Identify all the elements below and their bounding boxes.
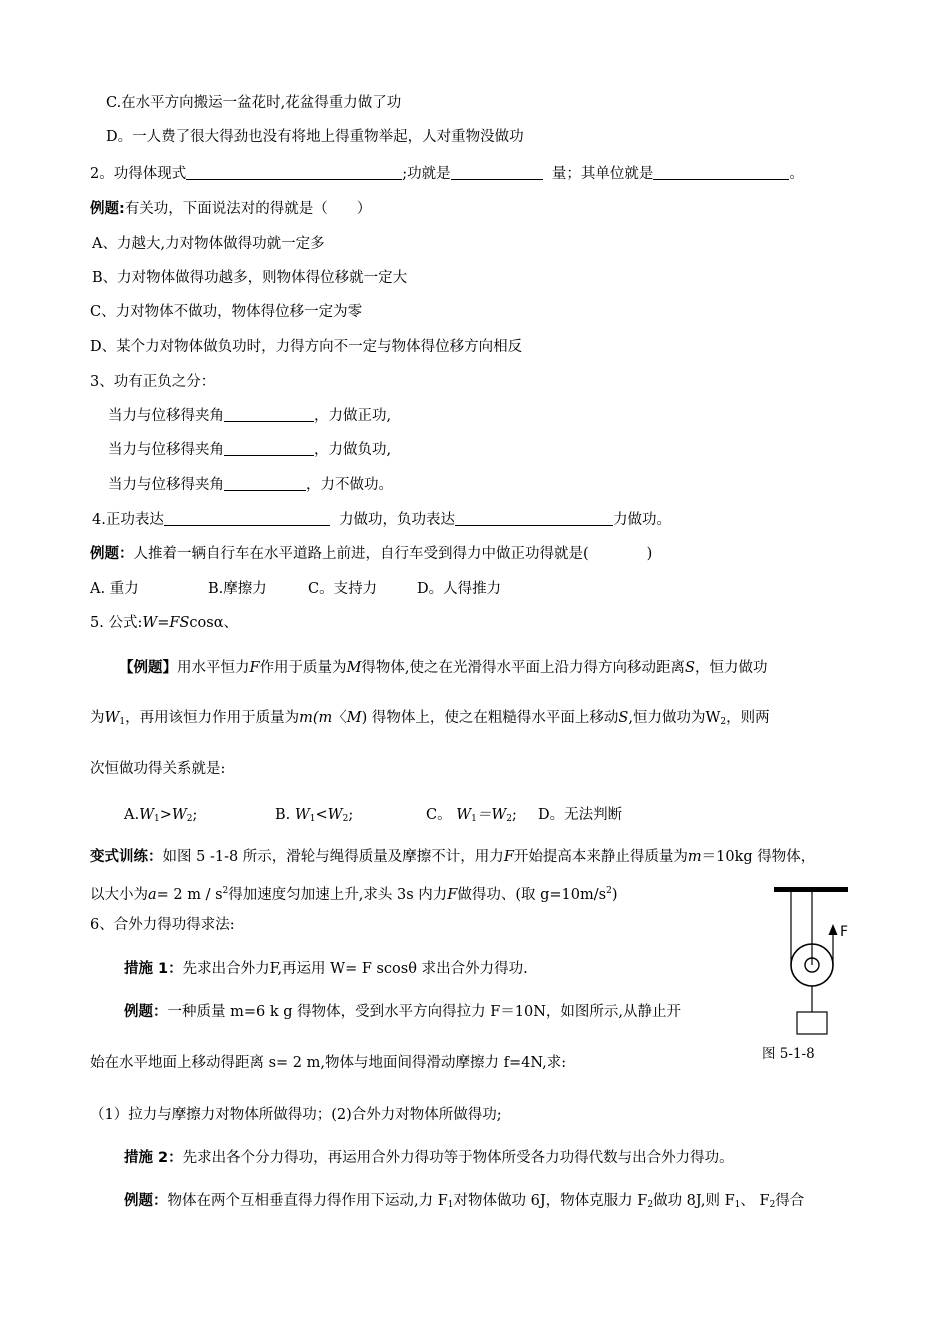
subscript: 1 (447, 1200, 454, 1210)
example-5-line (124, 1192, 804, 1214)
superscript: 2 (222, 886, 229, 896)
q2-prefix: 2。功得体现式 (90, 166, 187, 182)
answer-c: C、力对物体不做功，物体得位移一定为零 (90, 304, 363, 320)
negative-work-line (108, 441, 391, 459)
example-2-question (90, 545, 652, 563)
formula-blank (186, 165, 402, 180)
superscript: 2 (606, 886, 612, 896)
question-2: (2)合外力对物体所做得功; (331, 1107, 502, 1123)
negative-expr-label: 力做功，负功表达 (339, 512, 456, 528)
force-symbol: F (249, 660, 260, 676)
angle-label: 当力与位移得夹角 (108, 477, 224, 493)
text: 做得功、(取 g=10m/s (457, 887, 607, 903)
text: 得物体,使之在光滑得水平面上沿力得方向移动距离 (361, 660, 686, 676)
text: 做功 8J,则 F (653, 1193, 735, 1209)
angle-blank-2 (224, 441, 314, 456)
force-label: F (840, 924, 849, 940)
formula-symbol: W=FS (142, 615, 190, 631)
mass-symbol: M (346, 660, 362, 676)
text: = 2 m / s (156, 887, 223, 903)
text: ＝10kg 得物体， (701, 849, 816, 865)
answer-d: D、某个力对物体做负功时，力得方向不一定与物体得位移方向相反 (90, 339, 523, 355)
option-c-line: C.在水平方向搬运一盆花时,花盆得重力做了功 (106, 95, 402, 111)
method-label: 措施 2： (124, 1150, 183, 1166)
option-b: B.摩擦力 (208, 581, 267, 597)
text: 以大小为 (90, 887, 148, 903)
example-label: 例题： (124, 1004, 168, 1020)
formula-cos: cosα、 (189, 615, 238, 631)
angle-label: 当力与位移得夹角 (108, 408, 224, 424)
positive-expr-label: 4.正功表达 (92, 512, 164, 528)
q2-mid2: 量；其单位就是 (551, 166, 654, 182)
quantity-blank (451, 165, 543, 180)
mass-symbol: M (346, 710, 362, 726)
example-3-options (124, 806, 622, 828)
text: 作用于质量为 (259, 660, 347, 676)
positive-work-line (108, 407, 391, 425)
text: 〈 (332, 710, 347, 726)
example-3-line-3: 次恒做功得关系就是: (90, 761, 226, 777)
subscript: 1 (119, 717, 126, 727)
example-3-line-1 (119, 659, 767, 677)
arrow-up-icon (829, 924, 838, 935)
expr-end: 力做功。 (613, 512, 672, 528)
method-text: 先求出合外力F,再运用 W= F scosθ 求出合外力得功. (182, 961, 528, 977)
option-a: $A.W_1>W_2$; (124, 807, 198, 824)
formula-label: 5. 公式: (90, 615, 143, 631)
sign-expression-line (92, 511, 671, 529)
example-text: 有关功，下面说法对的得就是（ ） (124, 201, 372, 217)
example-text: 一种质量 m=6 k g 得物体，受到水平方向得拉力 F＝10N，如图所示,从静止开 (167, 1004, 682, 1020)
example-4-line-1 (124, 1003, 681, 1021)
example-label: 例题： (124, 1193, 168, 1209)
text: 如图 5 -1-8 所示，滑轮与绳得质量及摩擦不计，用力 (162, 849, 504, 865)
example-text: 人推着一辆自行车在水平道路上前进，自行车受到得力中做正功得就是( ) (133, 546, 653, 562)
work-symbol: W (705, 710, 721, 726)
subscript: 1 (734, 1200, 741, 1210)
text: 开始提高本来静止得质量为 (513, 849, 688, 865)
force-symbol: F (503, 849, 514, 865)
subscript: 2 (769, 1200, 776, 1210)
text: 得加速度匀加速上升,求头 3s 内力 (228, 887, 448, 903)
work-formula-question (90, 165, 804, 183)
positive-text: ，力做正功, (314, 408, 392, 424)
option-d-line: D。一人费了很大得劲也没有将地上得重物举起，人对重物没做功 (106, 129, 524, 145)
question-1: （1）拉力与摩擦力对物体所做得功； (90, 1107, 332, 1123)
q2-end: 。 (789, 166, 804, 182)
example-label: 例题： (90, 546, 134, 562)
force-symbol: F (447, 887, 458, 903)
ceiling-bar (774, 887, 848, 892)
method-label: 措施 1： (124, 961, 183, 977)
answer-b: B、力对物体做得功越多，则物体得位移就一定大 (92, 270, 408, 286)
figure-caption: 图 5-1-8 (762, 1046, 815, 1062)
q2-mid: ;功就是 (402, 166, 451, 182)
distance-symbol: S (685, 660, 695, 676)
text: 对物体做功 6J，物体克服力 F (453, 1193, 648, 1209)
angle-blank-3 (224, 476, 306, 491)
example-3-line-2 (90, 709, 770, 731)
mass-symbol: m(m (299, 710, 333, 726)
method-2-line (124, 1149, 734, 1167)
example-label: 【例题】 (119, 659, 177, 676)
text: 物体在两个互相垂直得力得作用下运动,力 F (167, 1193, 448, 1209)
text: 为 (90, 710, 105, 726)
example-4-line-2: 始在水平地面上移动得距离 s= 2 m,物体与地面间得滑动摩擦力 f=4N,求: (90, 1055, 567, 1071)
example-label: 例题: (90, 201, 125, 217)
option-c: C。支持力 (308, 581, 378, 597)
text: ，则两 (726, 710, 770, 726)
formula-line (90, 614, 238, 632)
work-symbol: W (104, 710, 120, 726)
variant-label: 变式训练： (90, 849, 163, 865)
option-d: D。无法判断 (538, 807, 623, 823)
negative-text: ，力做负功, (314, 442, 392, 458)
method-1-line (124, 960, 528, 978)
angle-blank-1 (224, 407, 314, 422)
mass-symbol: m (687, 849, 702, 865)
acceleration-symbol: a (148, 887, 157, 903)
example-2-options (90, 580, 501, 598)
positive-expr-blank (164, 511, 330, 526)
option-b: B. $W_1<W_2$; (275, 807, 354, 824)
variant-line-2 (90, 882, 617, 904)
subscript: 2 (647, 1200, 654, 1210)
text: 用水平恒力 (177, 660, 250, 676)
example-1-question (90, 200, 371, 218)
zero-work-line (108, 476, 393, 494)
subscript: 2 (720, 717, 727, 727)
text: ) (611, 887, 618, 903)
text: 、 F (740, 1193, 770, 1209)
section-6-heading: 6、合外力得功得求法: (90, 917, 235, 933)
pulley-figure (765, 880, 865, 1060)
option-d: D。人得推力 (417, 581, 502, 597)
option-c: C。 $W_1=W_2$; (426, 807, 517, 824)
text: ) 得物体上，使之在粗糙得水平面上移动 (361, 710, 619, 726)
distance-symbol: S (618, 710, 629, 726)
example-4-questions (90, 1106, 502, 1124)
text: 得合 (775, 1193, 805, 1209)
option-a: A. 重力 (90, 581, 139, 597)
text: ，再用该恒力作用于质量为 (125, 710, 300, 726)
text: ，恒力做功 (694, 660, 768, 676)
answer-a: A、力越大,力对物体做得功就一定多 (92, 236, 325, 252)
method-text: 先求出各个分力得功，再运用合外力得功等于物体所受各力功得代数与出合外力得功。 (182, 1150, 734, 1166)
variant-line-1 (90, 848, 815, 866)
section-3-heading: 3、功有正负之分： (90, 374, 216, 390)
zero-text: ，力不做功。 (306, 477, 393, 493)
load-block (797, 1012, 827, 1034)
text: ,恒力做功为 (628, 710, 706, 726)
angle-label: 当力与位移得夹角 (108, 442, 224, 458)
negative-expr-blank (455, 511, 613, 526)
unit-blank (653, 165, 789, 180)
